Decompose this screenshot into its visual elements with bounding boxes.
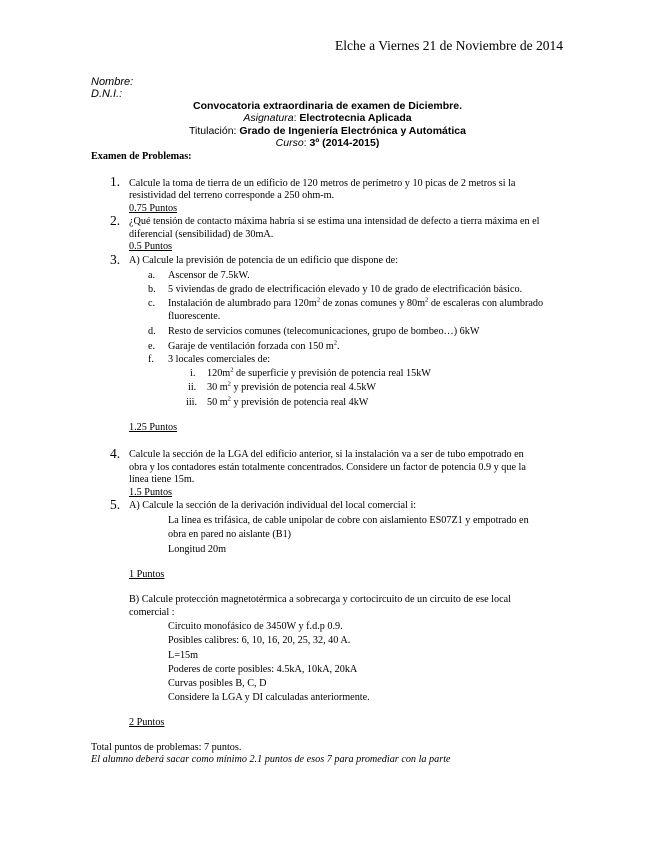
degree-line xyxy=(0,125,655,137)
q5-a-points: 1 Puntos xyxy=(129,569,165,580)
total-points: Total puntos de problemas: 7 puntos. xyxy=(91,742,242,753)
q3-f-mark: f. xyxy=(148,354,154,365)
q5-b-line3: L=15m xyxy=(168,650,199,661)
q3-c-part2: de zonas comunes y 80m xyxy=(320,298,426,309)
q1-line2: resistividad del terreno corresponde a 250 ohm-m. xyxy=(129,190,335,201)
q3-iii-mark: iii. xyxy=(186,397,198,408)
q3-i-mark: i. xyxy=(190,368,196,379)
q5-b-line5: Curvas posibles B, C, D xyxy=(168,678,267,689)
q1-line1: Calcule la toma de tierra de un edificio de 120 metros de perímetro y 10 picas de 2 metros si la xyxy=(129,178,516,189)
q3-d: Resto de servicios comunes (telecomunicaciones, grupo de bombeo…) 6kW xyxy=(168,326,480,337)
q3-iii-part1: 50 m xyxy=(207,397,228,408)
superscript-2: 2 xyxy=(227,395,231,403)
q3-i xyxy=(207,367,431,380)
q3-e-end: . xyxy=(337,341,340,352)
q5-b-points: 2 Puntos xyxy=(129,717,165,728)
superscript-2: 2 xyxy=(230,366,234,374)
q4-line2: obra y los contadores están totalmente concentrados. Considere un factor de potencia 0.9 y que la xyxy=(129,462,526,473)
exam-date: Elche a Viernes 21 de Noviembre de 2014 xyxy=(335,38,563,53)
q5-a-line3: Longitud 20m xyxy=(168,544,227,555)
q4-number: 4. xyxy=(110,446,121,461)
q3-b: 5 viviendas de grado de electrificación elevado y 10 de grado de electrificación básico. xyxy=(168,284,523,295)
name-label: Nombre: xyxy=(91,76,134,88)
course-value: 3º (2014-2015) xyxy=(309,137,380,149)
q3-ii-mark: ii. xyxy=(188,382,197,393)
q5-b-line6: Considere la LGA y DI calculadas anteriormente. xyxy=(168,692,370,703)
q3-iii xyxy=(207,396,368,409)
q3-c-part3: de escaleras con alumbrado xyxy=(428,298,544,309)
subject-label: Asignatura xyxy=(243,112,294,124)
q5-a-line1: La línea es trifásica, de cable unipolar de cobre con aislamiento ES07Z1 y empotrado en xyxy=(168,515,529,526)
q3-c-part1: Instalación de alumbrado para 120m xyxy=(168,298,317,309)
q3-i-part2: de superficie y previsión de potencia real 15kW xyxy=(233,368,431,379)
q3-points: 1.25 Puntos xyxy=(129,422,178,433)
q5-intro: A) Calcule la sección de la derivación individual del local comercial i: xyxy=(129,500,417,511)
q3-b-mark: b. xyxy=(148,284,156,295)
q3-f: 3 locales comerciales de: xyxy=(168,354,271,365)
q5-b-line4: Poderes de corte posibles: 4.5kA, 10kA, 20kA xyxy=(168,664,358,675)
superscript-2: 2 xyxy=(227,380,231,388)
q1-number: 1. xyxy=(110,174,121,189)
q5-b-line1: Circuito monofásico de 3450W y f.d.p 0.9. xyxy=(168,621,343,632)
q3-a-mark: a. xyxy=(148,270,156,281)
q3-d-mark: d. xyxy=(148,326,156,337)
course-label: Curso xyxy=(275,137,304,149)
subject-line: Asignatura: Electrotecnia Aplicada xyxy=(243,112,412,124)
q3-c-mark: c. xyxy=(148,298,156,309)
q5-b-line2: Posibles calibres: 6, 10, 16, 20, 25, 32, 40 A. xyxy=(168,635,351,646)
q5-a-line2: obra en pared no aislante (B1) xyxy=(168,529,292,540)
q5-b-intro2: comercial : xyxy=(129,607,175,618)
q2-line1: ¿Qué tensión de contacto máxima habría si se estima una intensidad de defecto a tierra máxima en el xyxy=(129,216,540,227)
superscript-2: 2 xyxy=(425,296,429,304)
q2-line2: diferencial (sensibilidad) de 30mA. xyxy=(129,229,274,240)
superscript-2: 2 xyxy=(316,296,321,304)
q3-e xyxy=(168,340,340,353)
q4-line1: Calcule la sección de la LGA del edificio anterior, si la instalación va a ser de tubo empotrado en xyxy=(129,449,524,460)
q5-number: 5. xyxy=(110,497,121,512)
course-line: Curso: 3º (2014-2015) xyxy=(275,137,380,149)
q3-number: 3. xyxy=(110,252,121,267)
q3-ii xyxy=(207,381,376,394)
q3-ii-part1: 30 m xyxy=(207,382,228,393)
q3-iii-part2: y previsión de potencia real 4kW xyxy=(230,397,369,408)
q2-points: 0.5 Puntos xyxy=(129,241,173,252)
q3-c-line2: fluorescente. xyxy=(168,311,221,322)
footer-note: El alumno deberá sacar como mínimo 2.1 puntos de esos 7 para promediar con la parte xyxy=(91,754,451,765)
exam-title: Convocatoria extraordinaria de examen de Diciembre. xyxy=(192,100,463,112)
subject-value: Electrotecnia Aplicada xyxy=(299,112,412,124)
q4-line3: línea tiene 15m. xyxy=(129,474,195,485)
degree-label: Titulación: xyxy=(189,125,237,137)
q3-e-text: Garaje de ventilación forzada con 150 m xyxy=(168,341,334,352)
q4-points: 1.5 Puntos xyxy=(129,487,173,498)
q1-points: 0.75 Puntos xyxy=(129,203,178,214)
dni-label: D.N.I.: xyxy=(91,88,123,100)
q3-intro: A) Calcule la previsión de potencia de un edificio que dispone de: xyxy=(129,255,399,266)
q3-c xyxy=(168,297,543,310)
q5-b-intro1: B) Calcule protección magnetotérmica a sobrecarga y cortocircuito de un circuito de ese local xyxy=(129,594,511,605)
q3-ii-part2: y previsión de potencia real 4.5kW xyxy=(230,382,377,393)
q3-a: Ascensor de 7.5kW. xyxy=(168,270,250,281)
superscript-2: 2 xyxy=(333,339,338,347)
q3-e-mark: e. xyxy=(148,341,156,352)
q2-number: 2. xyxy=(110,213,121,228)
degree-value: Grado de Ingeniería Electrónica y Automática xyxy=(239,125,466,137)
q3-i-part1: 120m xyxy=(207,368,231,379)
section-title: Examen de Problemas: xyxy=(91,151,192,162)
